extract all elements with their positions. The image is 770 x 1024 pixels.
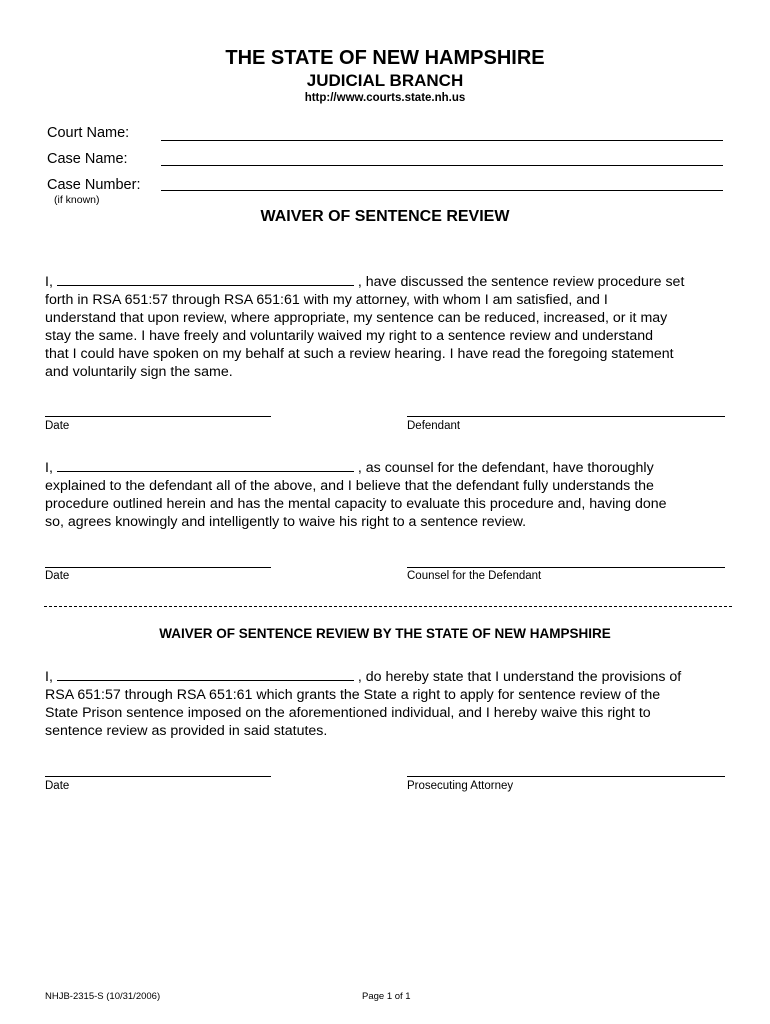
paragraph-line [45,457,730,477]
prefix-text: I, [45,669,53,685]
paragraph-text: , as counsel for the defendant, have thoroughly [357,460,654,476]
date-label: Date [45,420,70,432]
defendant-date-line[interactable] [45,416,271,417]
paragraph-line: that I could have spoken on my behalf at such a review hearing. I have read the foregoing statement [45,346,674,362]
paragraph-text: , have discussed the sentence review procedure set [357,274,685,290]
prefix-text: I, [45,460,53,476]
defendant-signature-line[interactable] [407,416,725,417]
form-id: NHJB-2315-S (10/31/2006) [45,991,161,1002]
court-name-field[interactable] [161,140,723,141]
paragraph-line: so, agrees knowingly and intelligently to waive his right to a sentence review. [45,514,527,530]
paragraph-line: stay the same. I have freely and voluntarily waived my right to a sentence review and understand [45,328,654,344]
counsel-statement [45,457,730,531]
dashed-divider [44,606,732,607]
prosecutor-name-field[interactable] [57,666,354,681]
defendant-statement [45,271,730,381]
state-statement [45,666,730,740]
paragraph-line: sentence review as provided in said statutes. [45,723,328,739]
state-date-line[interactable] [45,776,271,777]
court-name-label: Court Name: [47,125,130,141]
case-number-label: Case Number: [47,177,141,193]
defendant-label: Defendant [407,420,461,432]
case-name-label: Case Name: [47,151,128,167]
prosecuting-attorney-label: Prosecuting Attorney [407,780,514,792]
paragraph-line: understand that upon review, where appropriate, my sentence can be reduced, increased, or it may [45,310,668,326]
paragraph-line: and voluntarily sign the same. [45,364,233,380]
paragraph-line: State Prison sentence imposed on the aforementioned individual, and I hereby waive this right to [45,705,651,721]
counsel-signature-line[interactable] [407,567,725,568]
prosecutor-signature-line[interactable] [407,776,725,777]
defendant-name-field[interactable] [57,271,354,286]
court-url[interactable]: http://www.courts.state.nh.us [304,92,466,104]
paragraph-line [45,271,730,291]
counsel-date-line[interactable] [45,567,271,568]
prefix-text: I, [45,274,53,290]
paragraph-line: explained to the defendant all of the above, and I believe that the defendant fully understands the [45,478,654,494]
counsel-name-field[interactable] [57,457,354,472]
state-heading: THE STATE OF NEW HAMPSHIRE [225,47,545,69]
case-number-field[interactable] [161,190,723,191]
paragraph-line: RSA 651:57 through RSA 651:61 which grants the State a right to apply for sentence review of the [45,687,661,703]
paragraph-line: procedure outlined herein and has the mental capacity to evaluate this procedure and, having done [45,496,667,512]
date-label: Date [45,570,70,582]
page-number: Page 1 of 1 [362,991,411,1002]
paragraph-text: , do hereby state that I understand the provisions of [357,669,682,685]
branch-heading: JUDICIAL BRANCH [306,71,464,90]
case-name-field[interactable] [161,165,723,166]
date-label: Date [45,780,70,792]
counsel-label: Counsel for the Defendant [407,570,542,582]
paragraph-line [45,666,730,686]
paragraph-line: forth in RSA 651:57 through RSA 651:61 with my attorney, with whom I am satisfied, and I [45,292,608,308]
form-title: WAIVER OF SENTENCE REVIEW [260,208,510,225]
state-section-title: WAIVER OF SENTENCE REVIEW BY THE STATE OF NEW HAMPSHIRE [159,626,611,641]
if-known-note: (if known) [54,194,100,206]
